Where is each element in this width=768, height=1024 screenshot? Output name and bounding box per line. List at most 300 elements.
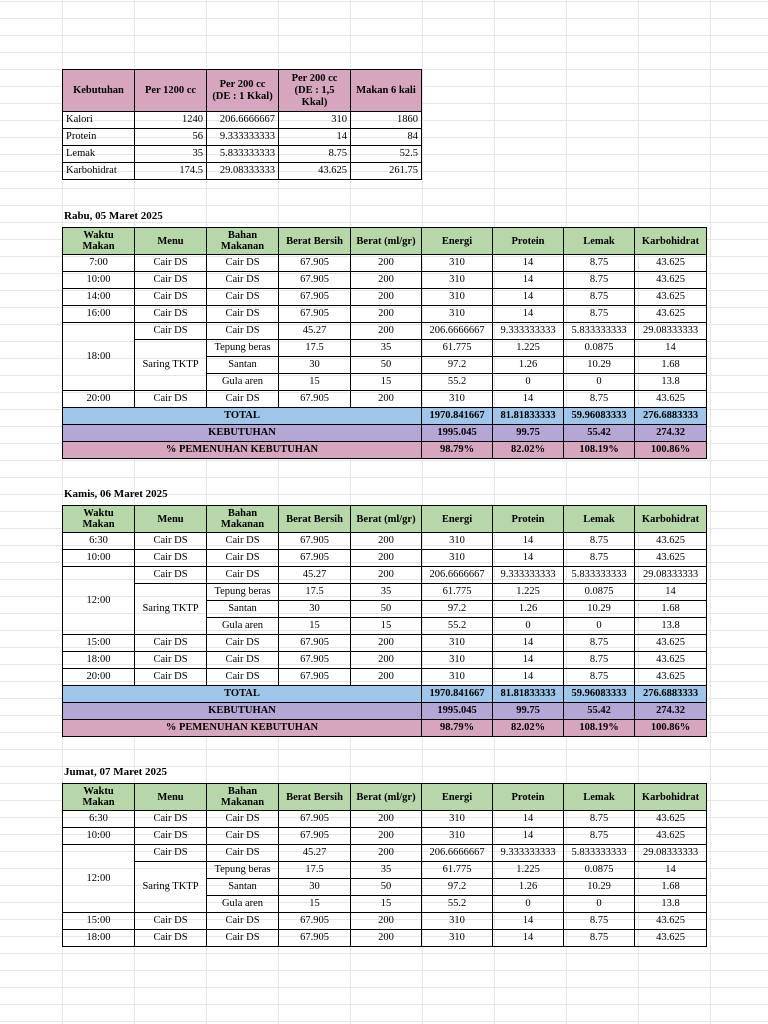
requirements-header-row bbox=[63, 70, 422, 112]
cell: Protein bbox=[63, 129, 135, 146]
cell: 200 bbox=[351, 567, 422, 584]
cell: 30 bbox=[279, 601, 351, 618]
cell: 310 bbox=[422, 550, 493, 567]
cell: 14 bbox=[279, 129, 351, 146]
cell: 67.905 bbox=[279, 652, 351, 669]
cell: 8.75 bbox=[564, 669, 635, 686]
cell: 8.75 bbox=[564, 272, 635, 289]
day-menu-table-block bbox=[62, 783, 707, 947]
cell: 67.905 bbox=[279, 255, 351, 272]
col-protein: Protein bbox=[493, 506, 564, 533]
cell: Cair DS bbox=[207, 533, 279, 550]
cell: 1.26 bbox=[493, 879, 564, 896]
cell: Cair DS bbox=[207, 811, 279, 828]
table-row bbox=[63, 652, 707, 669]
cell: Cair DS bbox=[135, 811, 207, 828]
cell: 0.0875 bbox=[564, 340, 635, 357]
total-row bbox=[63, 408, 707, 425]
cell: 67.905 bbox=[279, 828, 351, 845]
table-row bbox=[63, 323, 707, 340]
table-row bbox=[63, 255, 707, 272]
cell: 97.2 bbox=[422, 357, 493, 374]
cell: Cair DS bbox=[207, 567, 279, 584]
cell: 61.775 bbox=[422, 862, 493, 879]
cell: 0 bbox=[493, 896, 564, 913]
cell: 98.79% bbox=[422, 720, 493, 737]
cell: Cair DS bbox=[207, 550, 279, 567]
cell: 1995.045 bbox=[422, 703, 493, 720]
cell: 276.6883333 bbox=[635, 408, 707, 425]
cell: 200 bbox=[351, 255, 422, 272]
cell: 8.75 bbox=[564, 635, 635, 652]
cell: 67.905 bbox=[279, 272, 351, 289]
cell: 9.333333333 bbox=[493, 567, 564, 584]
cell: 0 bbox=[493, 374, 564, 391]
cell: Cair DS bbox=[135, 913, 207, 930]
cell: 98.79% bbox=[422, 442, 493, 459]
cell: 200 bbox=[351, 930, 422, 947]
cell: 310 bbox=[422, 635, 493, 652]
cell: 8.75 bbox=[564, 391, 635, 408]
cell: 17.5 bbox=[279, 340, 351, 357]
cell: 9.333333333 bbox=[493, 845, 564, 862]
cell: 59.96083333 bbox=[564, 686, 635, 703]
table-row bbox=[63, 129, 422, 146]
cell: 55.2 bbox=[422, 896, 493, 913]
cell: 5.833333333 bbox=[564, 567, 635, 584]
cell: 310 bbox=[422, 272, 493, 289]
cell: Cair DS bbox=[207, 930, 279, 947]
pemenuhan-label: % PEMENUHAN KEBUTUHAN bbox=[63, 442, 422, 459]
total-label: TOTAL bbox=[63, 686, 422, 703]
time-cell: 7:00 bbox=[63, 255, 135, 272]
cell: Kalori bbox=[63, 112, 135, 129]
cell: Cair DS bbox=[135, 669, 207, 686]
total-row bbox=[63, 686, 707, 703]
cell: Cair DS bbox=[207, 652, 279, 669]
table-row bbox=[63, 289, 707, 306]
cell: 1.68 bbox=[635, 601, 707, 618]
cell: Cair DS bbox=[135, 255, 207, 272]
cell: 14 bbox=[493, 533, 564, 550]
cell: Cair DS bbox=[207, 272, 279, 289]
cell: Cair DS bbox=[135, 828, 207, 845]
cell: 67.905 bbox=[279, 811, 351, 828]
cell: 8.75 bbox=[564, 289, 635, 306]
cell: Santan bbox=[207, 879, 279, 896]
cell: 29.08333333 bbox=[635, 323, 707, 340]
table-row bbox=[63, 567, 707, 584]
table-row bbox=[63, 391, 707, 408]
cell: 200 bbox=[351, 391, 422, 408]
cell: 35 bbox=[351, 862, 422, 879]
day-title: Rabu, 05 Maret 2025 bbox=[64, 210, 163, 222]
cell: Cair DS bbox=[135, 550, 207, 567]
cell: 9.333333333 bbox=[493, 323, 564, 340]
menu-header-row bbox=[63, 506, 707, 533]
requirements-table bbox=[62, 69, 422, 180]
cell: 43.625 bbox=[635, 550, 707, 567]
cell: 35 bbox=[135, 146, 207, 163]
cell: 5.833333333 bbox=[564, 323, 635, 340]
cell: Cair DS bbox=[207, 845, 279, 862]
cell: 35 bbox=[351, 584, 422, 601]
cell: 55.42 bbox=[564, 425, 635, 442]
cell: Cair DS bbox=[135, 306, 207, 323]
cell: Tepung beras bbox=[207, 862, 279, 879]
time-cell: 12:00 bbox=[63, 567, 135, 635]
table-row bbox=[63, 272, 707, 289]
cell: 8.75 bbox=[564, 550, 635, 567]
cell: Gula aren bbox=[207, 896, 279, 913]
cell: Cair DS bbox=[207, 635, 279, 652]
cell: 43.625 bbox=[635, 635, 707, 652]
cell: 1.26 bbox=[493, 357, 564, 374]
cell: 274.32 bbox=[635, 425, 707, 442]
cell: 35 bbox=[351, 340, 422, 357]
col-protein: Protein bbox=[493, 784, 564, 811]
menu-cell: Saring TKTP bbox=[135, 862, 207, 913]
cell: 30 bbox=[279, 357, 351, 374]
cell: 55.2 bbox=[422, 618, 493, 635]
cell: 17.5 bbox=[279, 862, 351, 879]
cell: 15 bbox=[351, 618, 422, 635]
cell: 13.8 bbox=[635, 896, 707, 913]
cell: 1.26 bbox=[493, 601, 564, 618]
cell: Cair DS bbox=[135, 635, 207, 652]
cell: 43.625 bbox=[635, 669, 707, 686]
time-cell: 18:00 bbox=[63, 652, 135, 669]
time-cell: 15:00 bbox=[63, 913, 135, 930]
table-row bbox=[63, 112, 422, 129]
col-menu: Menu bbox=[135, 506, 207, 533]
cell: 55.42 bbox=[564, 703, 635, 720]
day-title: Kamis, 06 Maret 2025 bbox=[64, 488, 168, 500]
cell: 43.625 bbox=[635, 811, 707, 828]
cell: Cair DS bbox=[135, 567, 207, 584]
cell: 310 bbox=[422, 913, 493, 930]
time-cell: 10:00 bbox=[63, 272, 135, 289]
menu-header-row bbox=[63, 228, 707, 255]
table-row bbox=[63, 828, 707, 845]
cell: 8.75 bbox=[564, 255, 635, 272]
cell: 84 bbox=[351, 129, 422, 146]
cell: 261.75 bbox=[351, 163, 422, 180]
menu-cell: Saring TKTP bbox=[135, 584, 207, 635]
cell: 1.68 bbox=[635, 879, 707, 896]
cell: 13.8 bbox=[635, 618, 707, 635]
cell: Gula aren bbox=[207, 374, 279, 391]
kebutuhan-row bbox=[63, 703, 707, 720]
col-lemak: Lemak bbox=[564, 228, 635, 255]
time-cell: 20:00 bbox=[63, 391, 135, 408]
col-karbohidrat: Karbohidrat bbox=[635, 506, 707, 533]
cell: 200 bbox=[351, 533, 422, 550]
pemenuhan-row bbox=[63, 720, 707, 737]
table-row bbox=[63, 146, 422, 163]
cell: 43.625 bbox=[635, 306, 707, 323]
table-row bbox=[63, 550, 707, 567]
cell: Cair DS bbox=[135, 272, 207, 289]
cell: 61.775 bbox=[422, 584, 493, 601]
col-berat: Berat (ml/gr) bbox=[351, 784, 422, 811]
cell: Cair DS bbox=[207, 391, 279, 408]
cell: 200 bbox=[351, 306, 422, 323]
cell: 14 bbox=[493, 828, 564, 845]
cell: 43.625 bbox=[635, 255, 707, 272]
cell: 0 bbox=[493, 618, 564, 635]
cell: 200 bbox=[351, 635, 422, 652]
cell: 310 bbox=[422, 391, 493, 408]
cell: 45.27 bbox=[279, 567, 351, 584]
cell: Cair DS bbox=[207, 306, 279, 323]
cell: Tepung beras bbox=[207, 584, 279, 601]
cell: 43.625 bbox=[635, 533, 707, 550]
cell: 67.905 bbox=[279, 533, 351, 550]
cell: 206.6666667 bbox=[422, 567, 493, 584]
cell: 200 bbox=[351, 652, 422, 669]
cell: 43.625 bbox=[635, 913, 707, 930]
cell: 56 bbox=[135, 129, 207, 146]
day-menu-table-block bbox=[62, 227, 707, 459]
col-berat: Berat (ml/gr) bbox=[351, 506, 422, 533]
cell: 43.625 bbox=[635, 289, 707, 306]
col-energi: Energi bbox=[422, 506, 493, 533]
cell: 310 bbox=[422, 306, 493, 323]
cell: Santan bbox=[207, 357, 279, 374]
cell: 8.75 bbox=[564, 828, 635, 845]
cell: 14 bbox=[635, 584, 707, 601]
cell: 310 bbox=[422, 669, 493, 686]
col-berat-bersih: Berat Bersih bbox=[279, 784, 351, 811]
kebutuhan-row bbox=[63, 425, 707, 442]
cell: 50 bbox=[351, 357, 422, 374]
cell: 1.225 bbox=[493, 584, 564, 601]
cell: 1970.841667 bbox=[422, 686, 493, 703]
cell: Tepung beras bbox=[207, 340, 279, 357]
col-lemak: Lemak bbox=[564, 784, 635, 811]
col-berat-bersih: Berat Bersih bbox=[279, 228, 351, 255]
cell: 310 bbox=[422, 652, 493, 669]
cell: 14 bbox=[493, 289, 564, 306]
cell: Cair DS bbox=[135, 930, 207, 947]
cell: Cair DS bbox=[207, 323, 279, 340]
col-kebutuhan: Kebutuhan bbox=[63, 70, 135, 112]
cell: 67.905 bbox=[279, 550, 351, 567]
cell: Gula aren bbox=[207, 618, 279, 635]
cell: 174.5 bbox=[135, 163, 207, 180]
cell: 1995.045 bbox=[422, 425, 493, 442]
col-karbohidrat: Karbohidrat bbox=[635, 784, 707, 811]
cell: 43.625 bbox=[635, 652, 707, 669]
cell: 14 bbox=[635, 340, 707, 357]
cell: 8.75 bbox=[564, 306, 635, 323]
cell: 100.86% bbox=[635, 442, 707, 459]
time-cell: 20:00 bbox=[63, 669, 135, 686]
cell: Cair DS bbox=[207, 913, 279, 930]
cell: 310 bbox=[422, 533, 493, 550]
cell: Cair DS bbox=[135, 652, 207, 669]
day-menu-table bbox=[62, 783, 707, 947]
menu-header-row bbox=[63, 784, 707, 811]
cell: 97.2 bbox=[422, 601, 493, 618]
table-row bbox=[63, 584, 707, 601]
cell: 1860 bbox=[351, 112, 422, 129]
cell: 310 bbox=[422, 255, 493, 272]
col-waktu: Waktu Makan bbox=[63, 228, 135, 255]
col-bahan: Bahan Makanan bbox=[207, 228, 279, 255]
col-waktu: Waktu Makan bbox=[63, 784, 135, 811]
table-row bbox=[63, 533, 707, 550]
cell: 10.29 bbox=[564, 601, 635, 618]
cell: 61.775 bbox=[422, 340, 493, 357]
cell: 14 bbox=[493, 652, 564, 669]
time-cell: 14:00 bbox=[63, 289, 135, 306]
table-row bbox=[63, 163, 422, 180]
cell: 43.625 bbox=[635, 272, 707, 289]
cell: 8.75 bbox=[564, 930, 635, 947]
cell: 108.19% bbox=[564, 442, 635, 459]
cell: 45.27 bbox=[279, 845, 351, 862]
cell: Karbohidrat bbox=[63, 163, 135, 180]
col-menu: Menu bbox=[135, 784, 207, 811]
cell: 15 bbox=[351, 896, 422, 913]
time-cell: 16:00 bbox=[63, 306, 135, 323]
cell: 274.32 bbox=[635, 703, 707, 720]
cell: 29.08333333 bbox=[635, 567, 707, 584]
cell: 200 bbox=[351, 845, 422, 862]
cell: 14 bbox=[493, 272, 564, 289]
cell: 200 bbox=[351, 272, 422, 289]
cell: 81.81833333 bbox=[493, 686, 564, 703]
table-row bbox=[63, 306, 707, 323]
cell: 5.833333333 bbox=[207, 146, 279, 163]
cell: 310 bbox=[422, 289, 493, 306]
cell: 1240 bbox=[135, 112, 207, 129]
cell: 67.905 bbox=[279, 391, 351, 408]
cell: 14 bbox=[493, 550, 564, 567]
cell: Cair DS bbox=[207, 828, 279, 845]
cell: 200 bbox=[351, 669, 422, 686]
day-menu-table bbox=[62, 227, 707, 459]
time-cell: 10:00 bbox=[63, 828, 135, 845]
cell: 5.833333333 bbox=[564, 845, 635, 862]
cell: 14 bbox=[493, 306, 564, 323]
col-makan-6: Makan 6 kali bbox=[351, 70, 422, 112]
table-row bbox=[63, 862, 707, 879]
cell: 310 bbox=[422, 811, 493, 828]
col-per-200-de15: Per 200 cc (DE : 1,5 Kkal) bbox=[279, 70, 351, 112]
cell: 30 bbox=[279, 879, 351, 896]
cell: 15 bbox=[279, 618, 351, 635]
cell: 200 bbox=[351, 811, 422, 828]
cell: Cair DS bbox=[135, 391, 207, 408]
cell: 29.08333333 bbox=[207, 163, 279, 180]
col-energi: Energi bbox=[422, 784, 493, 811]
time-cell: 6:30 bbox=[63, 533, 135, 550]
menu-cell: Saring TKTP bbox=[135, 340, 207, 391]
cell: 43.625 bbox=[635, 930, 707, 947]
cell: 310 bbox=[279, 112, 351, 129]
cell: 276.6883333 bbox=[635, 686, 707, 703]
cell: 10.29 bbox=[564, 357, 635, 374]
cell: 200 bbox=[351, 323, 422, 340]
cell: Cair DS bbox=[207, 669, 279, 686]
col-per-1200: Per 1200 cc bbox=[135, 70, 207, 112]
cell: 0 bbox=[564, 618, 635, 635]
pemenuhan-label: % PEMENUHAN KEBUTUHAN bbox=[63, 720, 422, 737]
time-cell: 10:00 bbox=[63, 550, 135, 567]
cell: 52.5 bbox=[351, 146, 422, 163]
cell: 55.2 bbox=[422, 374, 493, 391]
cell: 108.19% bbox=[564, 720, 635, 737]
time-cell: 18:00 bbox=[63, 323, 135, 391]
col-berat: Berat (ml/gr) bbox=[351, 228, 422, 255]
cell: 200 bbox=[351, 913, 422, 930]
cell: 15 bbox=[279, 896, 351, 913]
cell: 67.905 bbox=[279, 306, 351, 323]
col-menu: Menu bbox=[135, 228, 207, 255]
cell: 14 bbox=[493, 913, 564, 930]
table-row bbox=[63, 913, 707, 930]
cell: 67.905 bbox=[279, 669, 351, 686]
time-cell: 15:00 bbox=[63, 635, 135, 652]
day-menu-table bbox=[62, 505, 707, 737]
cell: 1.225 bbox=[493, 340, 564, 357]
cell: 14 bbox=[493, 811, 564, 828]
cell: 100.86% bbox=[635, 720, 707, 737]
requirements-table-block bbox=[62, 69, 422, 180]
cell: 67.905 bbox=[279, 913, 351, 930]
table-row bbox=[63, 845, 707, 862]
cell: 50 bbox=[351, 601, 422, 618]
cell: 43.625 bbox=[635, 391, 707, 408]
cell: 0 bbox=[564, 896, 635, 913]
table-row bbox=[63, 669, 707, 686]
cell: 1970.841667 bbox=[422, 408, 493, 425]
cell: 8.75 bbox=[564, 913, 635, 930]
cell: 310 bbox=[422, 930, 493, 947]
cell: 14 bbox=[493, 635, 564, 652]
cell: 82.02% bbox=[493, 442, 564, 459]
col-waktu: Waktu Makan bbox=[63, 506, 135, 533]
col-bahan: Bahan Makanan bbox=[207, 506, 279, 533]
cell: Santan bbox=[207, 601, 279, 618]
col-per-200-de1: Per 200 cc (DE : 1 Kkal) bbox=[207, 70, 279, 112]
cell: 29.08333333 bbox=[635, 845, 707, 862]
table-row bbox=[63, 635, 707, 652]
col-karbohidrat: Karbohidrat bbox=[635, 228, 707, 255]
cell: 10.29 bbox=[564, 879, 635, 896]
day-title: Jumat, 07 Maret 2025 bbox=[64, 766, 168, 778]
cell: 14 bbox=[493, 930, 564, 947]
cell: 13.8 bbox=[635, 374, 707, 391]
cell: 17.5 bbox=[279, 584, 351, 601]
cell: 99.75 bbox=[493, 425, 564, 442]
cell: 8.75 bbox=[279, 146, 351, 163]
cell: Cair DS bbox=[135, 845, 207, 862]
cell: 8.75 bbox=[564, 533, 635, 550]
col-berat-bersih: Berat Bersih bbox=[279, 506, 351, 533]
cell: 99.75 bbox=[493, 703, 564, 720]
cell: 200 bbox=[351, 289, 422, 306]
table-row bbox=[63, 340, 707, 357]
table-row bbox=[63, 811, 707, 828]
cell: 0 bbox=[564, 374, 635, 391]
pemenuhan-row bbox=[63, 442, 707, 459]
cell: 200 bbox=[351, 550, 422, 567]
kebutuhan-label: KEBUTUHAN bbox=[63, 703, 422, 720]
